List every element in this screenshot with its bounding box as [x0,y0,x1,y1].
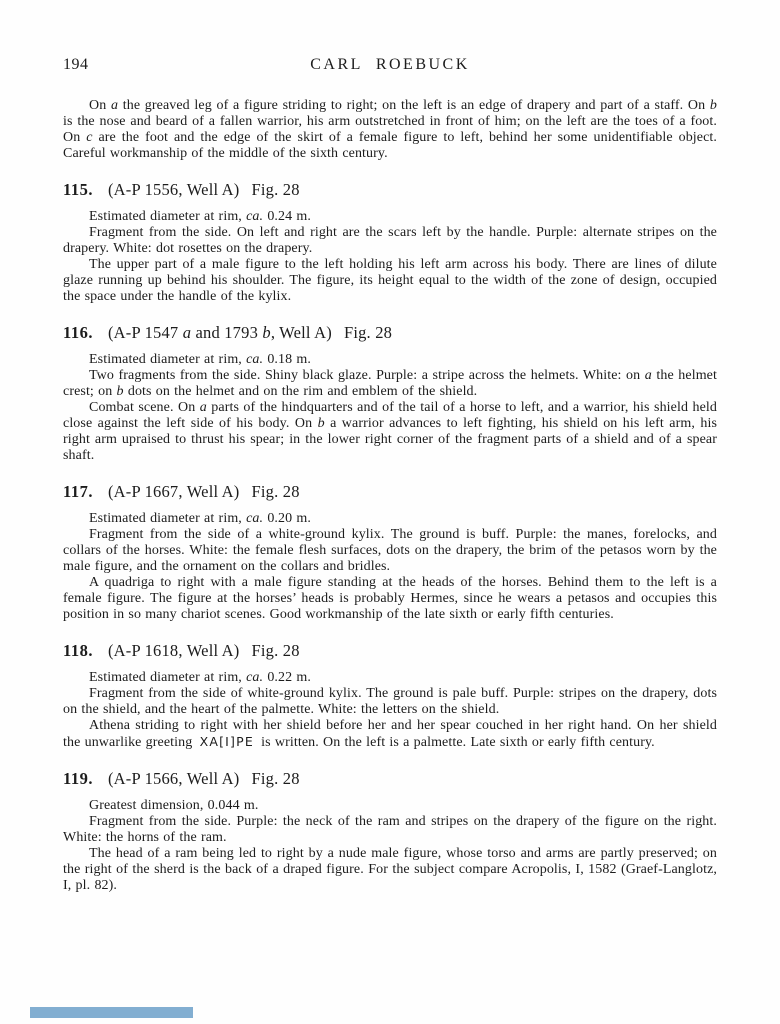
description-paragraph: Fragment from the side. Purple: the neck of the ram and stripes on the drapery of the figure on the right. White: the horns of the ram. [63,814,717,845]
entry-heading [63,641,717,661]
description-paragraph: Fragment from the side of a white-ground kylix. The ground is buff. Purple: the manes, forelocks, and collars of the horses. White: the female flesh surfaces, dots on the drapery, the brim of the petasos worn by the male figure, and the ornament on the collars and bridles. [63,527,717,574]
running-header [63,56,717,74]
entry-number: 115. [63,180,93,199]
measurement-line: Greatest dimension, 0.044 m. [89,798,259,813]
page-number: 194 [63,56,89,73]
measurement-line: Estimated diameter at rim, ca. 0.24 m. [89,209,312,224]
subject-paragraph: The head of a ram being led to right by a nude male figure, whose torso and arms are partly preserved; on the right of the sherd is the back of a draped figure. For the subject compare Acropolis, I, 1582 (Graef-Langlotz, I, pl. 82). [63,846,717,893]
entry-heading [63,323,717,343]
catalog-entry-117 [63,482,717,623]
entry-heading [63,180,717,200]
entry-number: 118. [63,641,93,660]
entry-designation: (A-P 1667, Well A) [107,482,240,501]
entry-heading [63,769,717,789]
catalog-entry-115 [63,180,717,305]
description-paragraph: Two fragments from the side. Shiny black glaze. Purple: a stripe across the helmets. White: on a the helmet crest; on b dots on the helmet and on the rim and emblem of the shield. [63,368,717,399]
description-paragraph: Fragment from the side of white-ground kylix. The ground is pale buff. Purple: stripes on the drapery, dots on the shield, and the heart of the palmette. White: the letters on the shield. [63,686,717,717]
measurement-line: Estimated diameter at rim, ca. 0.22 m. [89,670,312,685]
running-head-title: CARL ROEBUCK [310,56,470,73]
entry-heading [63,482,717,502]
measurement-line: Estimated diameter at rim, ca. 0.20 m. [89,511,312,526]
catalog-entry-119 [63,769,717,894]
catalog-entry-116 [63,323,717,464]
figure-reference: Fig. 28 [251,769,300,788]
entry-number: 119. [63,769,93,788]
measurement-line: Estimated diameter at rim, ca. 0.18 m. [89,352,312,367]
entry-designation: (A-P 1618, Well A) [107,641,240,660]
entry-number: 117. [63,482,93,501]
entry-designation: (A-P 1566, Well A) [107,769,240,788]
figure-reference: Fig. 28 [251,641,300,660]
entry-number: 116. [63,323,93,342]
subject-paragraph: A quadriga to right with a male figure standing at the heads of the horses. Behind them to the left is a female figure. The figure at the horses’ heads is probably Hermes, since he wears a petasos and occupies this position in so many chariot scenes. Good workmanship of the late sixth or early fifth centuries. [63,575,717,622]
subject-paragraph: Athena striding to right with her shield before her and her spear couched in her right hand. On her shield the unwarlike greeting XA[I]PE is written. On the left is a palmette. Late sixth or early fifth century. [63,718,717,750]
entry-designation: (A-P 1547 a and 1793 b, Well A) [107,323,332,342]
figure-reference: Fig. 28 [343,323,393,342]
description-paragraph: Fragment from the side. On left and right are the scars left by the handle. Purple: alternate stripes on the drapery. White: dot rosettes on the drapery. [63,225,717,256]
figure-reference: Fig. 28 [251,180,300,199]
subject-paragraph: The upper part of a male figure to the left holding his left arm across his body. There are lines of dilute glaze running up behind his shoulder. The figure, its height equal to the width of the zone of design, occupied the space under the handle of the kylix. [63,257,717,304]
entry-designation: (A-P 1556, Well A) [107,180,240,199]
catalog-entry-118 [63,641,717,751]
subject-paragraph: Combat scene. On a parts of the hindquarters and of the tail of a horse to left, and a warrior, his shield held close against the left side of his body. On b a warrior advances to left fighting, his shield on his left arm, his right arm upraised to thrust his spear; in the lower right corner of the fragment parts of a shield and of a spear shaft. [63,400,718,463]
intro-paragraph: On a the greaved leg of a figure striding to right; on the left is an edge of drapery and part of a staff. On b is the nose and beard of a fallen warrior, his arm outstretched in front of him; on the left are the toes of a foot. On c are the foot and the edge of the skirt of a female figure to left, behind her some unidentifiable object. Careful workmanship of the middle of the sixth century. [63,98,717,161]
figure-reference: Fig. 28 [251,482,300,501]
selection-highlight-bar [30,1007,193,1018]
